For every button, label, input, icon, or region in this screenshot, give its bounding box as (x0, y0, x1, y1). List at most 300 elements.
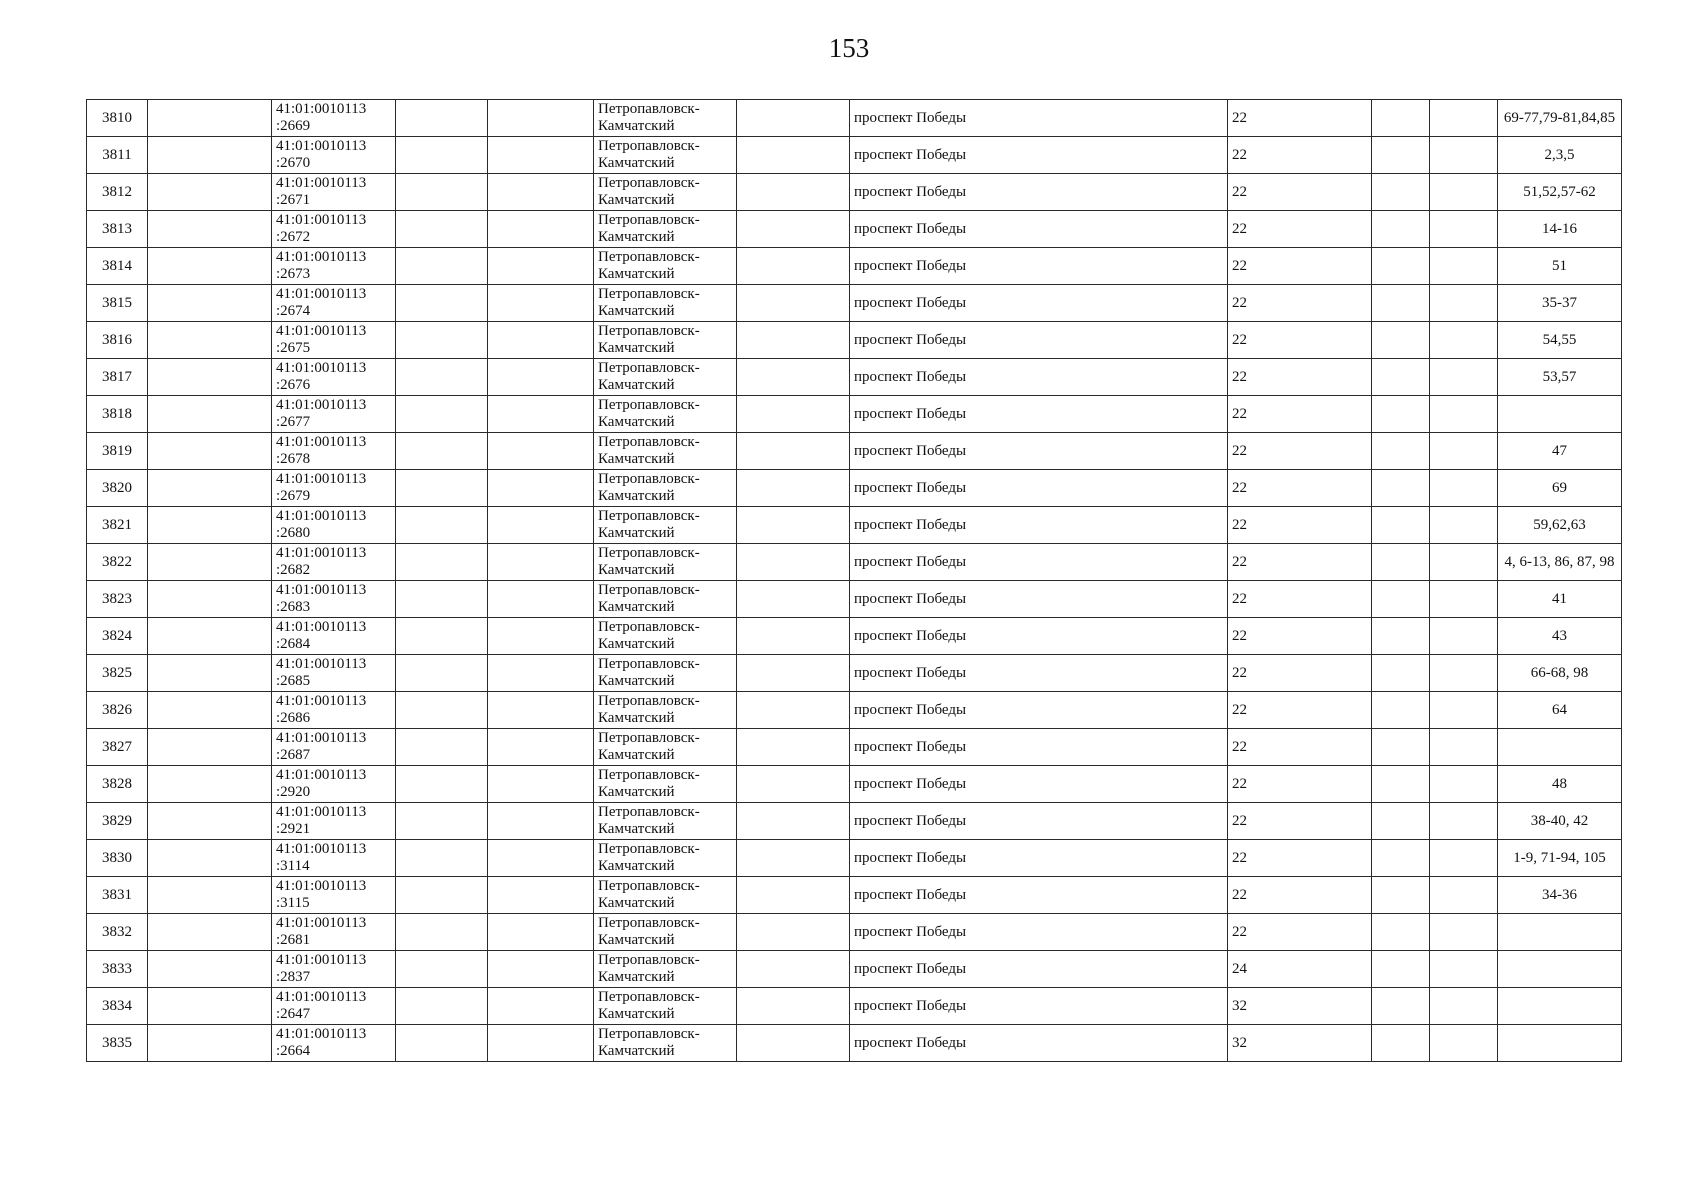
cadastral-suffix: :2685 (276, 673, 311, 689)
city-cell (594, 285, 737, 322)
city-line-1: Петропавловск- (598, 767, 700, 783)
empty-cell (737, 877, 850, 914)
city-line-2: Камчатский (598, 303, 675, 319)
empty-cell (1372, 840, 1430, 877)
table-row (87, 692, 1622, 729)
empty-cell (1430, 655, 1498, 692)
empty-cell (488, 988, 594, 1025)
empty-cell (1430, 692, 1498, 729)
cadastral-prefix: 41:01:0010113 (276, 841, 367, 857)
cadastral-number-cell (272, 211, 396, 248)
empty-cell (737, 1025, 850, 1062)
cadastral-suffix: :2681 (276, 932, 311, 948)
empty-cell (1430, 322, 1498, 359)
house-number-cell: 22 (1228, 840, 1372, 877)
table-row (87, 433, 1622, 470)
house-number-cell: 22 (1228, 137, 1372, 174)
apartments-cell: 35-37 (1498, 285, 1622, 322)
row-number: 3810 (87, 100, 148, 137)
city-line-2: Камчатский (598, 1006, 675, 1022)
city-cell (594, 803, 737, 840)
city-line-2: Камчатский (598, 414, 675, 430)
property-registry-table (86, 99, 1622, 1062)
empty-cell (488, 507, 594, 544)
cadastral-prefix: 41:01:0010113 (276, 323, 367, 339)
city-line-2: Камчатский (598, 377, 675, 393)
cadastral-number-cell (272, 285, 396, 322)
empty-cell (396, 729, 488, 766)
table-row (87, 137, 1622, 174)
table-row (87, 877, 1622, 914)
cadastral-suffix: :2664 (276, 1043, 311, 1059)
table-row (87, 322, 1622, 359)
empty-cell (1430, 1025, 1498, 1062)
empty-cell (737, 174, 850, 211)
empty-cell (1372, 211, 1430, 248)
empty-cell (148, 655, 272, 692)
table-row (87, 766, 1622, 803)
table-row (87, 544, 1622, 581)
table-row (87, 951, 1622, 988)
empty-cell (148, 951, 272, 988)
row-number: 3814 (87, 248, 148, 285)
empty-cell (148, 137, 272, 174)
table-row (87, 1025, 1622, 1062)
street-cell: проспект Победы (850, 1025, 1228, 1062)
empty-cell (1430, 396, 1498, 433)
table-row (87, 655, 1622, 692)
city-line-2: Камчатский (598, 747, 675, 763)
cadastral-number-cell (272, 581, 396, 618)
cadastral-prefix: 41:01:0010113 (276, 804, 367, 820)
empty-cell (737, 359, 850, 396)
empty-cell (396, 766, 488, 803)
city-cell (594, 470, 737, 507)
house-number-cell: 22 (1228, 877, 1372, 914)
city-cell (594, 877, 737, 914)
house-number-cell: 22 (1228, 507, 1372, 544)
empty-cell (737, 692, 850, 729)
empty-cell (488, 322, 594, 359)
city-line-2: Камчатский (598, 118, 675, 134)
cadastral-suffix: :2683 (276, 599, 311, 615)
cadastral-prefix: 41:01:0010113 (276, 1026, 367, 1042)
empty-cell (1430, 544, 1498, 581)
empty-cell (148, 100, 272, 137)
cadastral-number-cell (272, 729, 396, 766)
empty-cell (396, 211, 488, 248)
cadastral-number-cell (272, 433, 396, 470)
cadastral-suffix: :2684 (276, 636, 311, 652)
row-number: 3831 (87, 877, 148, 914)
city-cell (594, 174, 737, 211)
cadastral-suffix: :2678 (276, 451, 311, 467)
empty-cell (396, 285, 488, 322)
empty-cell (1430, 951, 1498, 988)
empty-cell (737, 100, 850, 137)
empty-cell (488, 433, 594, 470)
city-cell (594, 988, 737, 1025)
empty-cell (148, 1025, 272, 1062)
city-line-2: Камчатский (598, 340, 675, 356)
empty-cell (1372, 581, 1430, 618)
street-cell: проспект Победы (850, 100, 1228, 137)
city-line-1: Петропавловск- (598, 804, 700, 820)
city-line-1: Петропавловск- (598, 693, 700, 709)
empty-cell (488, 877, 594, 914)
street-cell: проспект Победы (850, 618, 1228, 655)
cadastral-prefix: 41:01:0010113 (276, 397, 367, 413)
cadastral-number-cell (272, 174, 396, 211)
street-cell: проспект Победы (850, 803, 1228, 840)
street-cell: проспект Победы (850, 470, 1228, 507)
empty-cell (737, 581, 850, 618)
table-row (87, 618, 1622, 655)
city-line-1: Петропавловск- (598, 508, 700, 524)
empty-cell (1372, 655, 1430, 692)
apartments-cell: 53,57 (1498, 359, 1622, 396)
cadastral-number-cell (272, 470, 396, 507)
empty-cell (148, 729, 272, 766)
empty-cell (148, 803, 272, 840)
city-cell (594, 359, 737, 396)
city-line-1: Петропавловск- (598, 249, 700, 265)
empty-cell (737, 951, 850, 988)
cadastral-suffix: :2921 (276, 821, 311, 837)
cadastral-number-cell (272, 507, 396, 544)
empty-cell (488, 951, 594, 988)
empty-cell (488, 544, 594, 581)
empty-cell (148, 248, 272, 285)
empty-cell (488, 359, 594, 396)
empty-cell (488, 618, 594, 655)
city-line-1: Петропавловск- (598, 952, 700, 968)
city-line-2: Камчатский (598, 784, 675, 800)
row-number: 3832 (87, 914, 148, 951)
empty-cell (1430, 840, 1498, 877)
cadastral-suffix: :2920 (276, 784, 311, 800)
empty-cell (737, 729, 850, 766)
empty-cell (737, 618, 850, 655)
city-cell (594, 655, 737, 692)
city-line-1: Петропавловск- (598, 1026, 700, 1042)
empty-cell (148, 433, 272, 470)
empty-cell (488, 174, 594, 211)
empty-cell (1430, 766, 1498, 803)
city-line-2: Камчатский (598, 636, 675, 652)
city-cell (594, 248, 737, 285)
empty-cell (488, 285, 594, 322)
empty-cell (488, 766, 594, 803)
cadastral-suffix: :2680 (276, 525, 311, 541)
cadastral-suffix: :2647 (276, 1006, 311, 1022)
cadastral-prefix: 41:01:0010113 (276, 693, 367, 709)
city-line-1: Петропавловск- (598, 656, 700, 672)
empty-cell (396, 507, 488, 544)
apartments-cell: 51 (1498, 248, 1622, 285)
empty-cell (488, 914, 594, 951)
empty-cell (1430, 803, 1498, 840)
empty-cell (1430, 248, 1498, 285)
house-number-cell: 32 (1228, 1025, 1372, 1062)
city-line-2: Камчатский (598, 266, 675, 282)
apartments-cell: 41 (1498, 581, 1622, 618)
empty-cell (737, 248, 850, 285)
house-number-cell: 22 (1228, 470, 1372, 507)
city-line-1: Петропавловск- (598, 212, 700, 228)
cadastral-number-cell (272, 988, 396, 1025)
city-line-1: Петропавловск- (598, 286, 700, 302)
house-number-cell: 22 (1228, 655, 1372, 692)
city-cell (594, 951, 737, 988)
empty-cell (488, 803, 594, 840)
cadastral-number-cell (272, 322, 396, 359)
empty-cell (396, 618, 488, 655)
street-cell: проспект Победы (850, 211, 1228, 248)
house-number-cell: 22 (1228, 248, 1372, 285)
city-line-2: Камчатский (598, 451, 675, 467)
street-cell: проспект Победы (850, 840, 1228, 877)
row-number: 3816 (87, 322, 148, 359)
row-number: 3829 (87, 803, 148, 840)
cadastral-prefix: 41:01:0010113 (276, 952, 367, 968)
street-cell: проспект Победы (850, 692, 1228, 729)
table-row (87, 211, 1622, 248)
city-line-1: Петропавловск- (598, 471, 700, 487)
city-line-1: Петропавловск- (598, 730, 700, 746)
row-number: 3822 (87, 544, 148, 581)
street-cell: проспект Победы (850, 988, 1228, 1025)
cadastral-suffix: :2682 (276, 562, 311, 578)
cadastral-prefix: 41:01:0010113 (276, 360, 367, 376)
city-line-2: Камчатский (598, 488, 675, 504)
empty-cell (1372, 803, 1430, 840)
cadastral-number-cell (272, 396, 396, 433)
cadastral-suffix: :2675 (276, 340, 311, 356)
empty-cell (148, 618, 272, 655)
empty-cell (1372, 174, 1430, 211)
empty-cell (1430, 470, 1498, 507)
empty-cell (396, 914, 488, 951)
cadastral-number-cell (272, 803, 396, 840)
cadastral-number-cell (272, 359, 396, 396)
apartments-cell (1498, 914, 1622, 951)
empty-cell (1430, 137, 1498, 174)
empty-cell (1372, 359, 1430, 396)
street-cell: проспект Победы (850, 581, 1228, 618)
empty-cell (1430, 433, 1498, 470)
cadastral-suffix: :2669 (276, 118, 311, 134)
empty-cell (396, 137, 488, 174)
cadastral-suffix: :2670 (276, 155, 311, 171)
empty-cell (737, 655, 850, 692)
city-line-1: Петропавловск- (598, 619, 700, 635)
empty-cell (148, 507, 272, 544)
street-cell: проспект Победы (850, 766, 1228, 803)
street-cell: проспект Победы (850, 248, 1228, 285)
cadastral-prefix: 41:01:0010113 (276, 730, 367, 746)
empty-cell (1430, 100, 1498, 137)
empty-cell (148, 766, 272, 803)
empty-cell (1430, 988, 1498, 1025)
cadastral-number-cell (272, 655, 396, 692)
apartments-cell: 14-16 (1498, 211, 1622, 248)
empty-cell (1372, 433, 1430, 470)
cadastral-suffix: :2672 (276, 229, 311, 245)
city-line-1: Петропавловск- (598, 323, 700, 339)
empty-cell (1372, 322, 1430, 359)
city-line-2: Камчатский (598, 1043, 675, 1059)
empty-cell (148, 211, 272, 248)
row-number: 3819 (87, 433, 148, 470)
row-number: 3830 (87, 840, 148, 877)
cadastral-number-cell (272, 618, 396, 655)
apartments-cell: 2,3,5 (1498, 137, 1622, 174)
empty-cell (737, 914, 850, 951)
empty-cell (1372, 137, 1430, 174)
empty-cell (737, 211, 850, 248)
empty-cell (396, 877, 488, 914)
city-line-2: Камчатский (598, 229, 675, 245)
table-row (87, 581, 1622, 618)
empty-cell (148, 285, 272, 322)
apartments-cell: 51,52,57-62 (1498, 174, 1622, 211)
row-number: 3811 (87, 137, 148, 174)
empty-cell (148, 877, 272, 914)
empty-cell (396, 174, 488, 211)
empty-cell (737, 470, 850, 507)
cadastral-number-cell (272, 137, 396, 174)
house-number-cell: 22 (1228, 285, 1372, 322)
table-row (87, 507, 1622, 544)
empty-cell (148, 692, 272, 729)
empty-cell (1372, 544, 1430, 581)
city-cell (594, 433, 737, 470)
apartments-cell: 64 (1498, 692, 1622, 729)
empty-cell (1372, 766, 1430, 803)
city-cell (594, 581, 737, 618)
house-number-cell: 24 (1228, 951, 1372, 988)
row-number: 3812 (87, 174, 148, 211)
row-number: 3823 (87, 581, 148, 618)
cadastral-suffix: :2677 (276, 414, 311, 430)
table-row (87, 803, 1622, 840)
cadastral-number-cell (272, 914, 396, 951)
empty-cell (148, 914, 272, 951)
empty-cell (1372, 1025, 1430, 1062)
empty-cell (1372, 248, 1430, 285)
cadastral-prefix: 41:01:0010113 (276, 212, 367, 228)
empty-cell (737, 285, 850, 322)
empty-cell (737, 396, 850, 433)
row-number: 3820 (87, 470, 148, 507)
table-row (87, 988, 1622, 1025)
house-number-cell: 22 (1228, 396, 1372, 433)
cadastral-number-cell (272, 951, 396, 988)
cadastral-number-cell (272, 544, 396, 581)
cadastral-suffix: :2837 (276, 969, 311, 985)
empty-cell (737, 988, 850, 1025)
empty-cell (1430, 877, 1498, 914)
empty-cell (737, 322, 850, 359)
city-line-1: Петропавловск- (598, 841, 700, 857)
empty-cell (396, 470, 488, 507)
cadastral-number-cell (272, 248, 396, 285)
empty-cell (148, 174, 272, 211)
empty-cell (396, 951, 488, 988)
city-line-2: Камчатский (598, 895, 675, 911)
cadastral-number-cell (272, 1025, 396, 1062)
street-cell: проспект Победы (850, 396, 1228, 433)
city-line-1: Петропавловск- (598, 582, 700, 598)
empty-cell (488, 470, 594, 507)
apartments-cell: 66-68, 98 (1498, 655, 1622, 692)
house-number-cell: 22 (1228, 692, 1372, 729)
empty-cell (737, 137, 850, 174)
house-number-cell: 22 (1228, 322, 1372, 359)
street-cell: проспект Победы (850, 914, 1228, 951)
cadastral-prefix: 41:01:0010113 (276, 545, 367, 561)
street-cell: проспект Победы (850, 951, 1228, 988)
city-line-2: Камчатский (598, 562, 675, 578)
city-line-2: Камчатский (598, 599, 675, 615)
empty-cell (1372, 951, 1430, 988)
empty-cell (148, 544, 272, 581)
house-number-cell: 22 (1228, 914, 1372, 951)
empty-cell (737, 766, 850, 803)
empty-cell (1430, 174, 1498, 211)
city-cell (594, 729, 737, 766)
street-cell: проспект Победы (850, 729, 1228, 766)
empty-cell (488, 655, 594, 692)
cadastral-prefix: 41:01:0010113 (276, 878, 367, 894)
empty-cell (1430, 359, 1498, 396)
empty-cell (1430, 285, 1498, 322)
street-cell: проспект Победы (850, 433, 1228, 470)
apartments-cell: 69-77,79-81,84,85 (1498, 100, 1622, 137)
city-line-1: Петропавловск- (598, 175, 700, 191)
apartments-cell (1498, 396, 1622, 433)
empty-cell (396, 988, 488, 1025)
apartments-cell: 59,62,63 (1498, 507, 1622, 544)
city-line-2: Камчатский (598, 155, 675, 171)
city-line-1: Петропавловск- (598, 101, 700, 117)
empty-cell (488, 692, 594, 729)
row-number: 3821 (87, 507, 148, 544)
cadastral-prefix: 41:01:0010113 (276, 656, 367, 672)
city-line-2: Камчатский (598, 932, 675, 948)
city-line-1: Петропавловск- (598, 878, 700, 894)
cadastral-prefix: 41:01:0010113 (276, 508, 367, 524)
empty-cell (488, 211, 594, 248)
empty-cell (148, 359, 272, 396)
empty-cell (396, 322, 488, 359)
empty-cell (1372, 914, 1430, 951)
empty-cell (737, 840, 850, 877)
empty-cell (396, 248, 488, 285)
cadastral-suffix: :2676 (276, 377, 311, 393)
apartments-cell: 34-36 (1498, 877, 1622, 914)
empty-cell (1430, 507, 1498, 544)
cadastral-suffix: :2679 (276, 488, 311, 504)
empty-cell (488, 137, 594, 174)
empty-cell (1430, 581, 1498, 618)
cadastral-number-cell (272, 840, 396, 877)
empty-cell (1372, 100, 1430, 137)
apartments-cell: 54,55 (1498, 322, 1622, 359)
cadastral-number-cell (272, 100, 396, 137)
table-row (87, 285, 1622, 322)
